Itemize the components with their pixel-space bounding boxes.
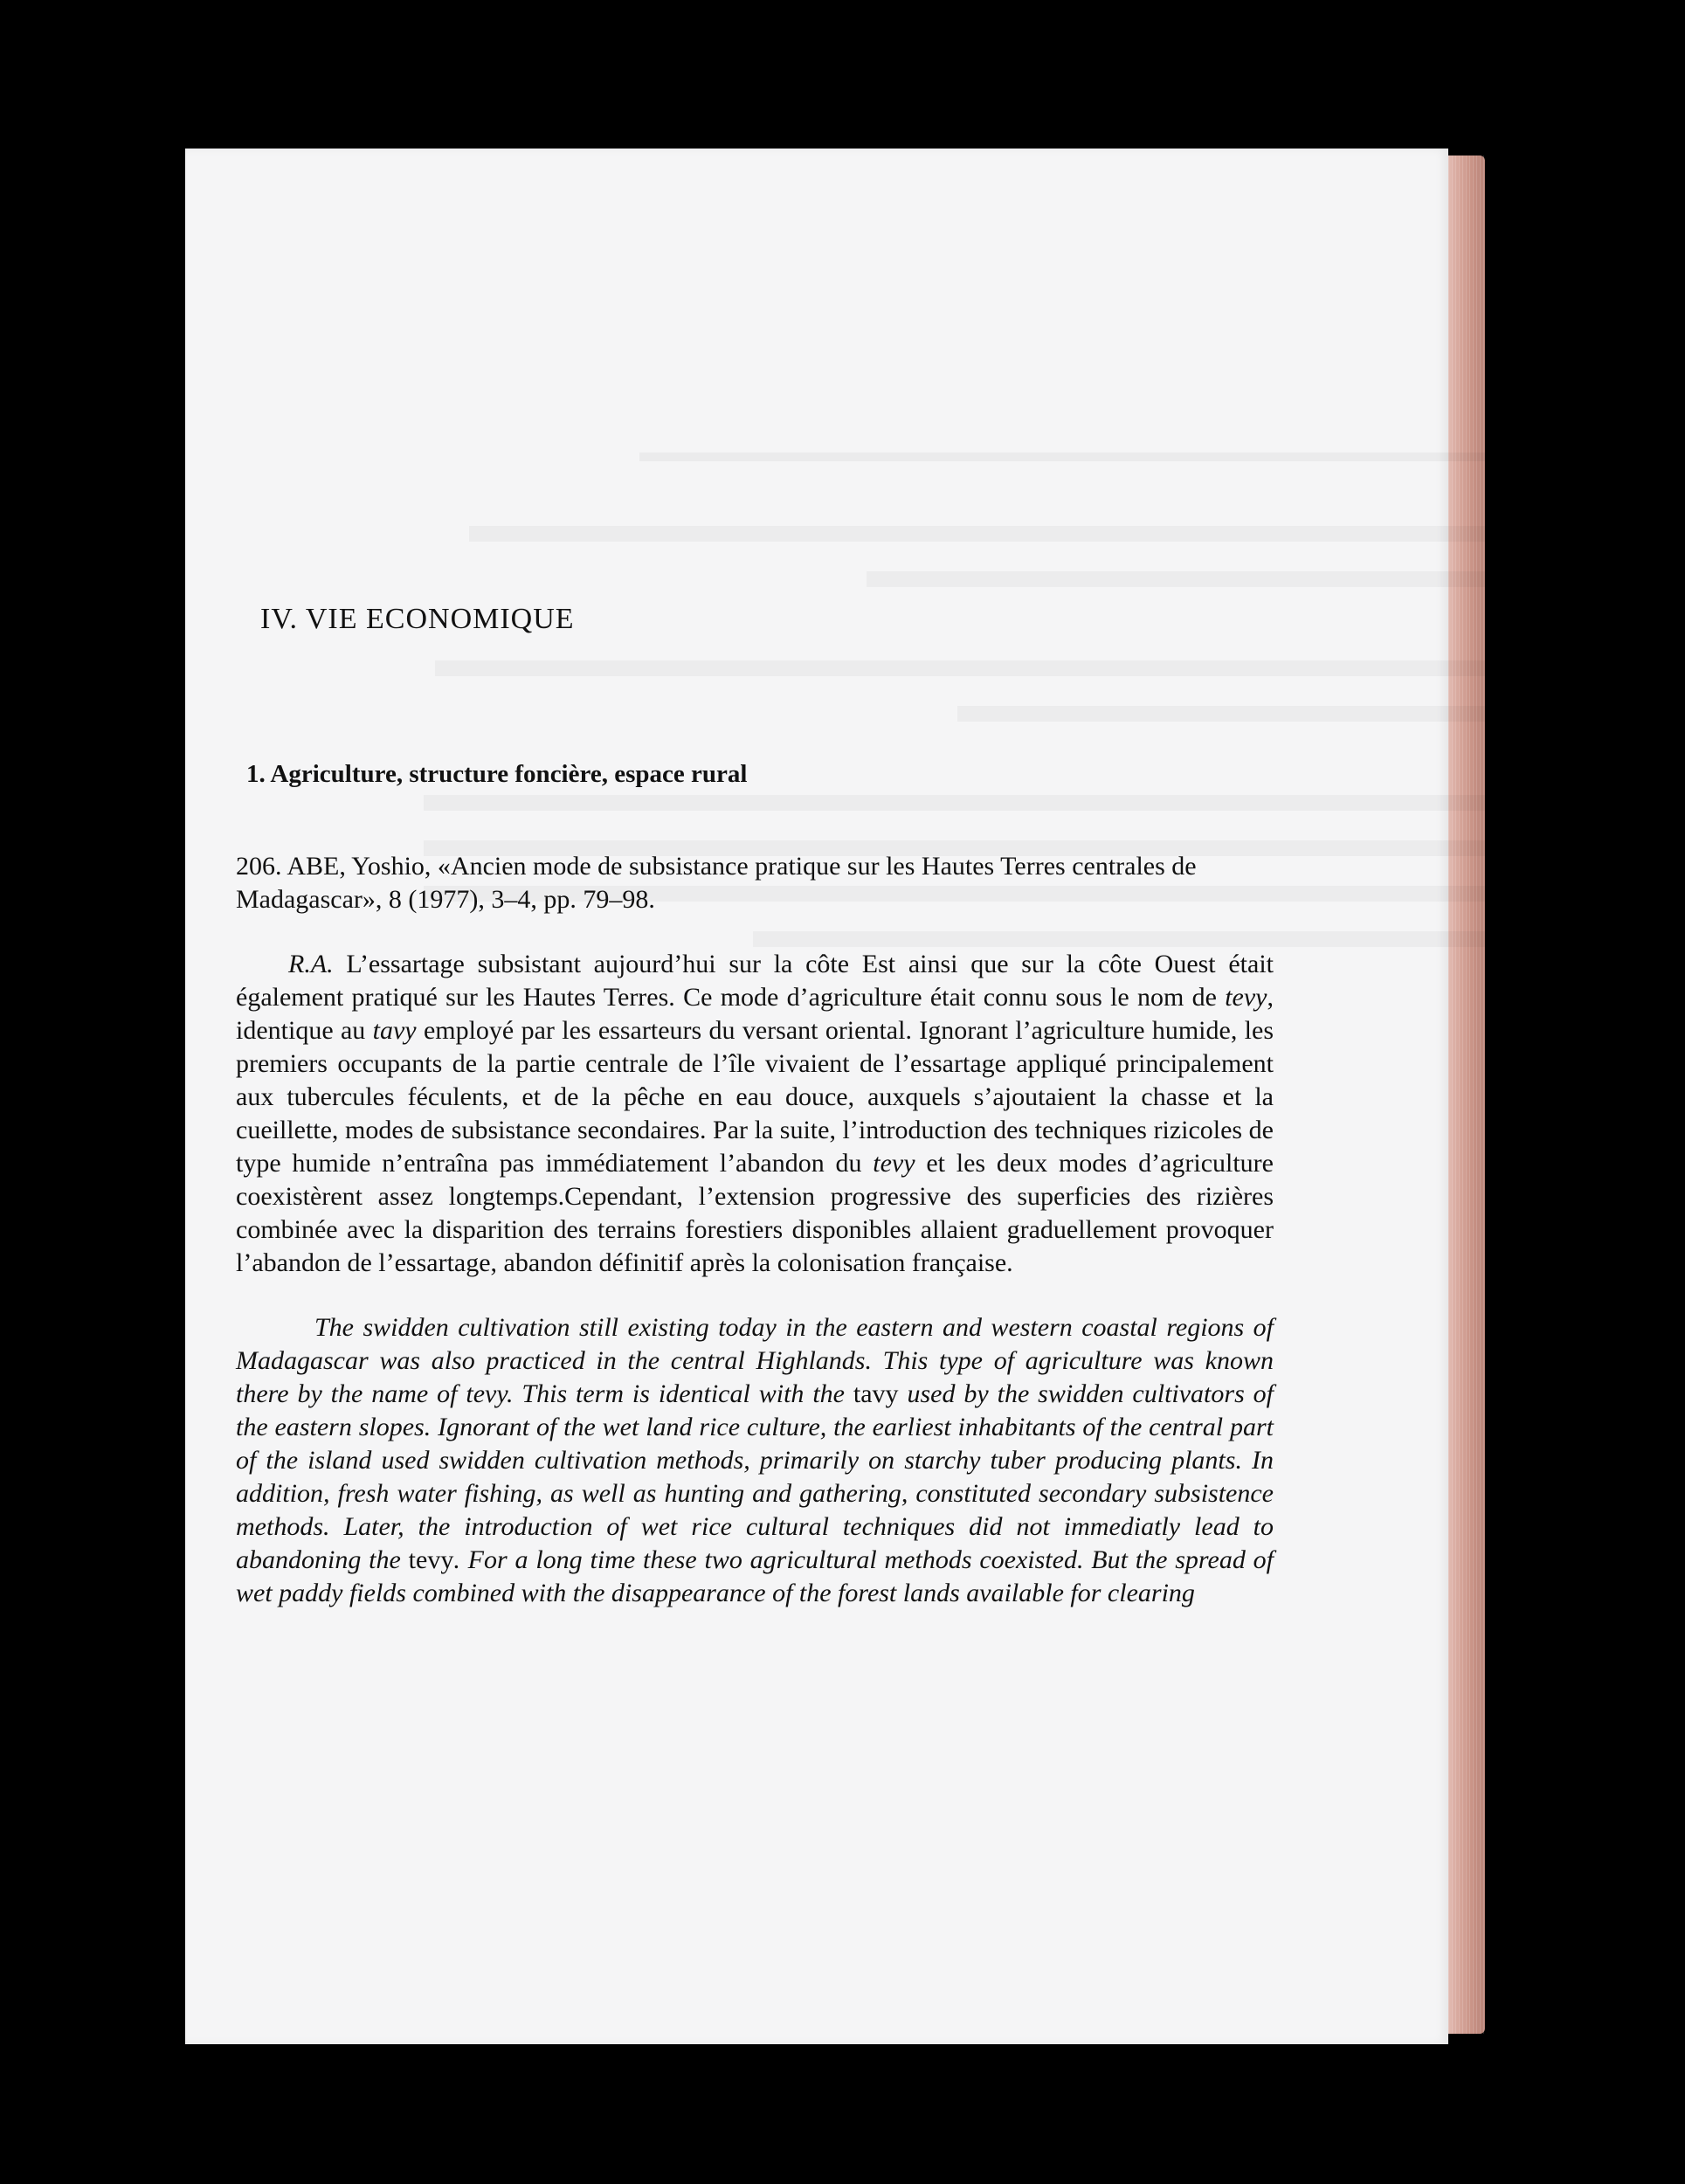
section-title: IV. VIE ECONOMIQUE: [260, 603, 575, 635]
term-tevy: tevy: [873, 1149, 915, 1178]
summary-french: R.A. L’essartage subsistant aujourd’hui sur la côte Est ainsi que sur la côte Ouest était également pratiqué sur les Hautes Terres. Ce mode d’agriculture était connu sous le nom de tevy, identique au tavy employé par les essarteurs du versant oriental. Ignorant l’agriculture humide, les premiers occupants de la partie centrale de l’île vivaient de l’essartage appliqué principalement aux tubercules féculents, et de la pêche en eau douce, auxquels s’ajoutaient la chasse et la cueillette, modes de subsistance secondaires. Par la suite, l’introduction des techniques rizicoles de type humide n’entraîna pas immédiatement l’abandon du tevy et les deux modes d’agriculture coexistèrent assez longtemps.Cependant, l’extension progressive des superficies des rizières combinée avec la disparition des terrains forestiers disponibles allaient graduellement provoquer l’abandon de l’essartage, abandon définitif après la colonisation française.: [236, 950, 1274, 1277]
bibliographic-entry: 206. ABE, Yoshio, «Ancien mode de subsistance pratique sur les Hautes Terres centrales de Madagascar», 8 (1977), 3–4, pp. 79–98.: [236, 852, 1197, 914]
term-tavy: tavy: [372, 1016, 417, 1045]
summary-label: R.A.: [288, 950, 334, 978]
term-tevy: tevy: [408, 1545, 454, 1574]
term-tavy: tavy: [853, 1379, 899, 1408]
subsection-title: 1. Agriculture, structure foncière, espace rural: [246, 760, 748, 788]
page-content: [236, 603, 1274, 1610]
summary-english: The swidden cultivation still existing today in the eastern and western coastal regions of Madagascar was also practiced in the central Highlands. This type of agriculture was known there by the name of tevy. This term is identical with the tavy used by the swidden cultivators of the eastern slopes. Ignorant of the wet land rice culture, the earliest inhabitants of the central part of the island used swidden cultivation methods, primarily on starchy tuber producing plants. In addition, fresh water fishing, as well as hunting and gathering, constituted secondary subsistence methods. Later, the introduction of wet rice cultural techniques did not immediatly lead to abandoning the tevy. For a long time these two agricultural methods coexisted. But the spread of wet paddy fields combined with the disappearance of the forest lands available for clearing: [236, 1313, 1274, 1607]
term-tevy: tevy: [1225, 983, 1267, 1012]
